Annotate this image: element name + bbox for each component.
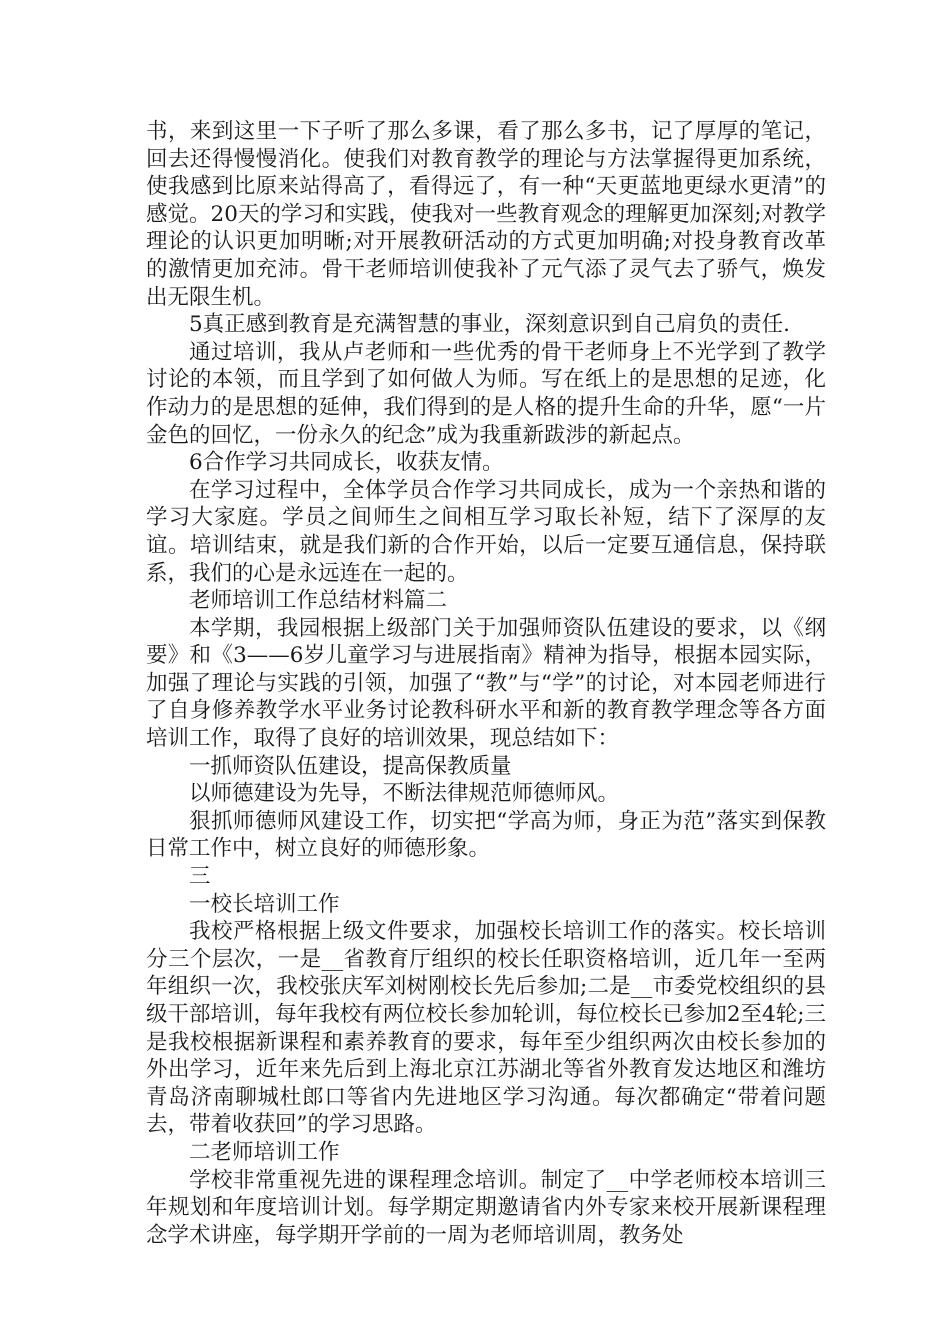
heading-teacher-team-building: 一抓师资队伍建设，提高保教质量 bbox=[189, 753, 512, 779]
paragraph-continued-training-reflection: 书，来到这里一下子听了那么多课，看了那么多书，记了厚厚的笔记，回去还得慢慢消化。使我们对教育教学的理论与方法掌握得更加系统，使我感到比原来站得高了，看得远了，有一种“天更蓝地更绿水更清”的感觉。20天的学习和实践，使我对一些教育观念的理解更加深刻;对教学理论的认识更加明晰;对开展教研活动的方式更加明确;对投身教育改革的激情更加充沛。骨干老师培训使我补了元气添了灵气去了骄气，焕发出无限生机。 bbox=[146, 119, 826, 310]
paragraph-teacher-training-details: 学校非常重视先进的课程理念培训。制定了__中学老师校本培训三年规划和年度培训计划。每学期定期邀请省内外专家来校开展新课程理念学术讲座，每学期开学前的一周为老师培训周，教务处 bbox=[146, 1167, 826, 1248]
section-title-part-two: 老师培训工作总结材料篇二 bbox=[189, 588, 448, 614]
paragraph-ethics-work: 狠抓师德师风建设工作，切实把“学高为师，身正为范”落实到保教日常工作中，树立良好的师德形象。 bbox=[146, 808, 826, 862]
paragraph-principal-training-details: 我校严格根据上级文件要求，加强校长培训工作的落实。校长培训分三个层次，一是__省教育厅组织的校长任职资格培训，近几年一至两年组织一次，我校张庆军刘树刚校长先后参加;二是__市委党校组织的县级干部培训，每年我校有两位校长参加轮训，每位校长已参加2至4轮;三是我校根据新课程和素养教育的要求，每年至少组织两次由校长参加的外出学习，近年来先后到上海北京江苏湖北等省外教育发达地区和潍坊青岛济南聊城杜郎口等省内先进地区学习沟通。每次都确定“带着问题去，带着收获回”的学习思路。 bbox=[146, 919, 826, 1138]
heading-teacher-training: 二老师培训工作 bbox=[189, 1139, 340, 1165]
paragraph-point-6: 6合作学习共同成长，收获友情。 bbox=[189, 450, 504, 476]
heading-section-three: 三 bbox=[189, 864, 211, 890]
paragraph-cooperative-learning: 在学习过程中，全体学员合作学习共同成长，成为一个亲热和谐的学习大家庭。学员之间师生之间相互学习取长补短，结下了深厚的友谊。培训结束，就是我们新的合作开始，以后一定要互通信息，保持联系，我们的心是永远连在一起的。 bbox=[146, 477, 826, 586]
heading-principal-training: 一校长培训工作 bbox=[189, 891, 340, 917]
paragraph-ethics-lead: 以师德建设为先导，不断法律规范师德师风。 bbox=[189, 781, 620, 807]
document-page bbox=[146, 118, 826, 1249]
paragraph-learning-from-teachers: 通过培训，我从卢老师和一些优秀的骨干老师身上不光学到了教学讨论的本领，而且学到了如何做人为师。写在纸上的是思想的足迹，化作动力的是思想的延伸，我们得到的是人格的提升生命的升华，愿“一片金色的回忆，一份永久的纪念”成为我重新跋涉的新起点。 bbox=[146, 339, 826, 448]
paragraph-point-5: 5真正感到教育是充满智慧的事业，深刻意识到自己肩负的责任. bbox=[189, 312, 791, 338]
paragraph-semester-overview: 本学期，我园根据上级部门关于加强师资队伍建设的要求，以《纲要》和《3——6岁儿童学习与进展指南》精神为指导，根据本园实际，加强了理论与实践的引领，加强了“教”与“学”的讨论，对本园老师进行了自身修养教学水平业务讨论教科研水平和新的教育教学理念等各方面培训工作，取得了良好的培训效果，现总结如下： bbox=[146, 615, 826, 752]
